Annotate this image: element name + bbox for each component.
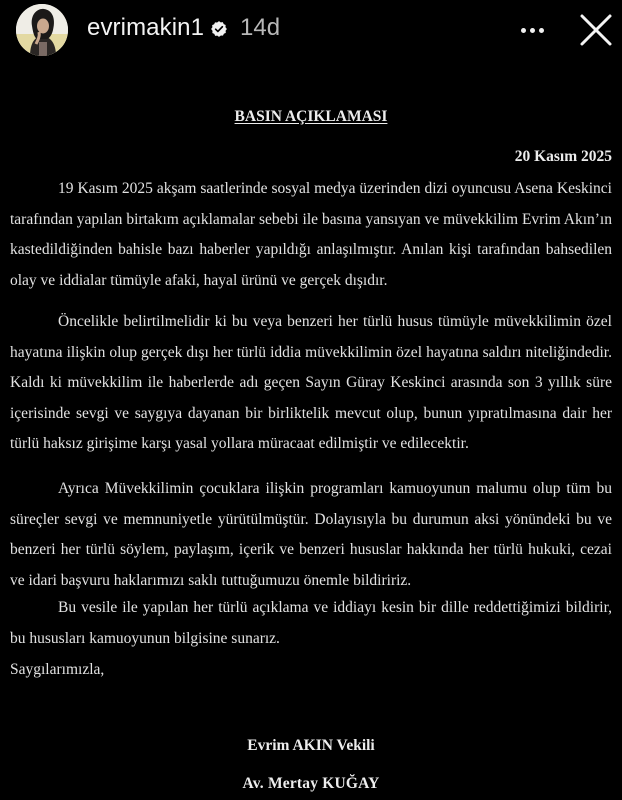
document-date: 20 Kasım 2025 bbox=[514, 148, 612, 165]
document-title: BASIN AÇIKLAMASI bbox=[234, 108, 388, 125]
story-header bbox=[0, 0, 622, 60]
paragraph-2: Öncelikle belirtilmelidir ki bu veya benzeri her türlü husus tümüyle müvekkilimin özel hayatına ilişkin olup gerçek dışı her türlü iddia müvekkilimin özel hayatına saldırı niteliğindedir. Kaldı ki müvekkilim ile haberlerde adı geçen Sayın Güray Keskinci arasında son 3 yıllık süre içerisinde sevgi ve saygıya dayanan bir birliktelik mevcut olup, bunun yıpratılmasına dair her türlü haksız girişime karşı yasal yollara müracaat edilmiştir ve edilecektir. bbox=[10, 313, 612, 452]
more-options-button[interactable] bbox=[512, 20, 552, 40]
signoff-text: Saygılarımızla, bbox=[10, 661, 105, 678]
signature-lawyer-name: Av. Mertay KUĞAY bbox=[242, 775, 380, 792]
avatar[interactable] bbox=[16, 4, 68, 56]
paragraph-1: 19 Kasım 2025 akşam saatlerinde sosyal medya üzerinden dizi oyuncusu Asena Keskinci tarafından yapılan birtakım açıklamalar sebebi ile basına yansıyan ve müvekkilim Evrim Akın’ın kastedildiğinden bahisle bazı haberler yapıldığı anlaşılmıştır. Anılan kişi tarafından bahsedilen olay ve iddialar tümüyle afaki, hayal ürünü ve gerçek dışıdır. bbox=[10, 180, 612, 289]
signature-represented-party: Evrim AKIN Vekili bbox=[247, 737, 375, 754]
profile-photo-icon bbox=[16, 4, 68, 56]
more-options-icon bbox=[521, 28, 526, 33]
username[interactable]: evrimakin1 bbox=[87, 14, 205, 41]
post-timestamp: 14d bbox=[240, 14, 281, 41]
paragraph-3: Ayrıca Müvekkilimin çocuklara ilişkin programları kamuoyunun malumu olup tüm bu süreçler sevgi ve memnuniyetle yürütülmüştür. Dolayısıyla bu durumun aksi yönündeki bu ve benzeri her türlü söylem, paylaşım, içerik ve benzeri hususlar hakkında her türlü hukuki, cezai ve idari başvuru haklarımızı saklı tuttuğumuzu önemle bildiririz. bbox=[10, 480, 612, 589]
more-options-icon-dot bbox=[539, 28, 544, 33]
verified-badge-icon bbox=[210, 20, 228, 38]
more-options-icon-dot bbox=[530, 28, 535, 33]
paragraph-4: Bu vesile ile yapılan her türlü açıklama ve iddiayı kesin bir dille reddettiğimizi bildirir, bu hususları kamuoyunun bilgisine sunarız. bbox=[10, 599, 612, 647]
close-icon[interactable] bbox=[578, 12, 614, 48]
